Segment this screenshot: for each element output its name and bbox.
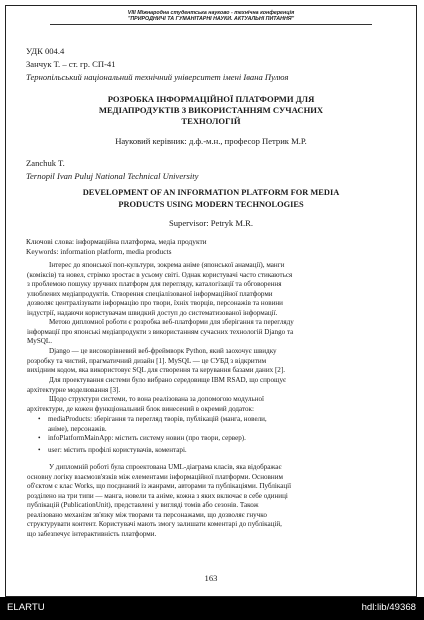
paragraph-1-line: Інтерес до японської поп-культури, зокрема аніме (японської анамації), манги: [49, 261, 285, 269]
keywords-en: Keywords: information platform, media products: [26, 247, 172, 256]
author-en: Zanchuk T.: [26, 158, 65, 168]
bullet-line: аніме), персонажів.: [48, 424, 107, 433]
bullet-dot-icon: •: [38, 415, 41, 423]
bullet-dot-icon: •: [38, 434, 41, 442]
paragraph-4-line: Для проектування системи було вибрано середовище IBM RSAD, що спрощує: [49, 376, 287, 384]
paragraph-1-line: улюблених медіапродуктів. Створення спеціалізованої інформаційної платформи: [27, 289, 273, 298]
paragraph-6-line: що забезпечує інтерактивність платформи.: [27, 529, 157, 538]
header-rule: [50, 24, 372, 25]
paragraph-3-line: вихідним кодом, яка використовує SQL для створення та керування базами даних [2].: [27, 366, 285, 374]
paragraph-3-line: розробку та чистий, прагматичний дизайн [1]. MySQL — це СУБД з відкритим: [27, 356, 267, 365]
paragraph-1-line: з проблемою пошуку зручних платформ для перегляду, каталогізації та обговорення: [27, 280, 282, 288]
paragraph-5-line: архітектури, де кожен функціональний блок винесений в окремий додаток:: [27, 404, 254, 413]
paragraph-6-line: об'єктом є клас Works, що поєднаний із жанрами, авторами та публікаціями. Публікації: [27, 482, 292, 490]
affiliation-ua: Тернопільський національний технічний університет імені Івана Пулюя: [26, 72, 289, 82]
paragraph-2-line: MySQL.: [27, 337, 53, 345]
title-en-line-2: PRODUCTS USING MODERN TECHNOLOGIES: [118, 200, 304, 209]
bullet-dot-icon: •: [38, 446, 41, 454]
paragraph-5-line: Щодо структури системи, то вона реалізована за допомогою модульної: [49, 395, 265, 403]
bullet-line: user: містить профілі користувачів, коментарі.: [48, 446, 187, 454]
paragraph-1: [27, 261, 393, 318]
paragraph-1-line: дозволяє централізувати інформацію про твори, їхніх творців, персонажів та новини: [27, 299, 283, 307]
title-ua-line-1: РОЗРОБКА ІНФОРМАЦІЙНОЇ ПЛАТФОРМИ ДЛЯ: [107, 94, 315, 104]
paragraph-1-line: індустрії, надаючи користувачам швидкий доступ до систематизованої інформації.: [27, 308, 278, 317]
paragraph-1-line: (коміксів) та новел, стрімко зростає в усьому світі. Однак користувачі часто стикаються: [27, 270, 293, 279]
paragraph-4-line: архітектурне моделювання [3].: [27, 385, 121, 394]
repository-name: ELARTU: [7, 602, 45, 613]
title-en-line-1: DEVELOPMENT OF AN INFORMATION PLATFORM FOR MEDIA: [82, 188, 340, 197]
supervisor-ua: Науковий керівник: д.ф.-м.н., професор Петрик М.Р.: [115, 136, 307, 146]
bullet-item: [38, 434, 393, 444]
paragraph-3: [27, 347, 393, 376]
handle-link[interactable]: hdl:lib/49368: [361, 602, 416, 613]
paragraph-4: [27, 376, 393, 395]
paragraph-6-line: структурувати контент. Користувачі мають змогу залишати коментарі до публікацій,: [27, 520, 282, 528]
bullet-line: infoPlatformMainApp: містить систему новин (про твори, сервер).: [48, 434, 246, 442]
paper-page: [5, 5, 417, 597]
bullet-line: mediaProducts: зберігання та перегляд творів, публікацій (манга, новели,: [48, 415, 267, 423]
repository-footer: [0, 597, 424, 620]
paragraph-6: [27, 463, 393, 539]
udc-code: УДК 004.4: [26, 46, 65, 56]
title-ua-line-3: ТЕХНОЛОГІЙ: [181, 116, 241, 126]
conference-line-2: "ПРИРОДНИЧІ ТА ГУМАНІТАРНІ НАУКИ. АКТУАЛЬНІ ПИТАННЯ": [127, 16, 295, 23]
paragraph-3-line: Django — це високорівневий веб-фреймворк Python, який заохочує швидку: [49, 347, 277, 355]
bullet-item: [38, 446, 393, 456]
supervisor-en: Supervisor: Petryk M.R.: [168, 218, 254, 228]
page-number: 163: [204, 573, 218, 583]
paragraph-6-line: У дипломній роботі була спроектована UML-діаграма класів, яка відображає: [49, 463, 282, 471]
bullet-item: [38, 415, 393, 434]
affiliation-en: Ternopil Ivan Puluj National Technical University: [26, 171, 199, 181]
paragraph-2: [27, 318, 393, 347]
paragraph-2-line: інформації про японські медіапродукти з використанням сучасних технологій Django та: [27, 327, 294, 336]
paragraph-6-line: основну логіку взаємозв'язків між елементами інформаційної платформи. Основним: [27, 472, 283, 481]
paragraph-5: [27, 395, 393, 414]
paragraph-2-line: Метою дипломної роботи є розробка веб-платформи для зберігання та перегляду: [49, 318, 294, 326]
paragraph-6-line: публікацій (PublicationUnit), представлені у вигляді томів або сезонів. Також: [27, 501, 259, 509]
conference-header: [6, 10, 416, 23]
conference-line-1: VIII Міжнародна студентська науково - технічна конференція: [127, 10, 295, 16]
title-ua-line-2: МЕДІАПРОДУКТІВ З ВИКОРИСТАННЯМ СУЧАСНИХ: [98, 105, 324, 115]
paragraph-6-line: реалізовано механізм зв'язку між творами та персонажами, що дозволяє гнучко: [27, 510, 267, 519]
author-ua: Занчук Т. – ст. гр. СП-41: [26, 59, 116, 69]
keywords-ua: Ключові слова: інформаційна платформа, медіа продукти: [26, 237, 207, 246]
paragraph-6-line: розділено на три типи — манга, новели та аніме, кожна з яких включає в себе одиниці: [27, 491, 288, 500]
